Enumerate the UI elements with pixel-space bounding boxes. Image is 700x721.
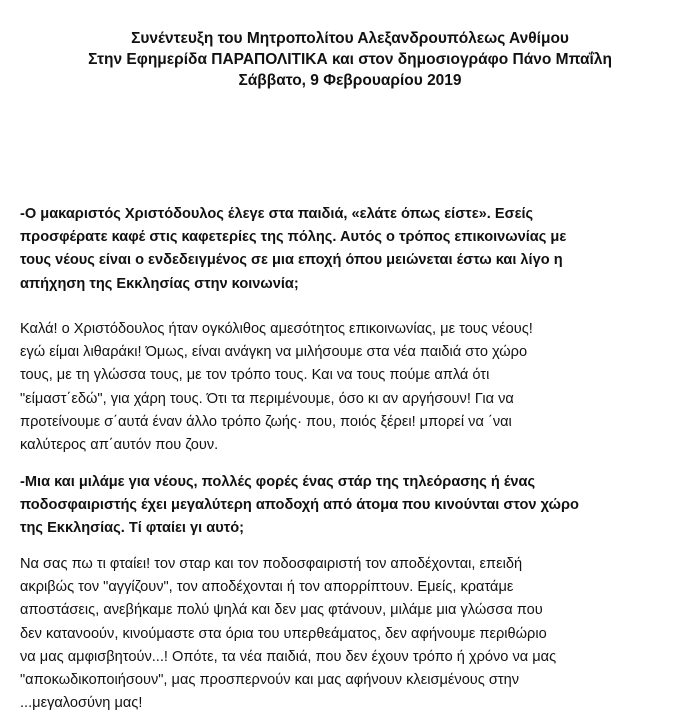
answer-2-line: ...μεγαλοσύνη μας! — [20, 695, 143, 712]
answer-1-line: προτείνουμε σ΄αυτά έναν άλλο τρόπο ζωής· που, ποιός ξέρει! μπορεί να ΄ναι — [20, 413, 512, 430]
answer-1 — [20, 318, 680, 457]
answer-2-line: ακριβώς τον "αγγίζουν", τον αποδέχονται ή τον απορρίπτουν. Εμείς, κρατάμε — [20, 579, 514, 596]
answer-2-line: να μας αμφισβητούν...! Οπότε, τα νέα παιδιά, που δεν έχουν τρόπο ή χρόνο να μας — [20, 648, 557, 665]
question-1-line: απήχηση της Εκκλησίας στην κοινωνία; — [20, 275, 299, 292]
header-newspaper-line: Στην Εφημερίδα ΠΑΡΑΠΟΛΙΤΙΚΑ και στον δημοσιογράφο Πάνο Μπαΐλη — [88, 51, 612, 68]
header-date-line: Σάββατο, 9 Φεβρουαρίου 2019 — [238, 72, 462, 89]
question-2-line: ποδοσφαιριστής έχει μεγαλύτερη αποδοχή από άτομα που κινούνται στον χώρο — [20, 497, 579, 514]
question-1-line: -Ο μακαριστός Χριστόδουλος έλεγε στα παιδιά, «ελάτε όπως είστε». Εσείς — [20, 206, 534, 222]
answer-2 — [20, 553, 680, 715]
question-1 — [20, 203, 680, 296]
answer-2-line: "αποκωδικοποιήσουν", μας προσπερνούν και μας αφήνουν κλεισμένους στην — [20, 672, 520, 689]
answer-1-line: καλύτερος απ΄αυτόν που ζουν. — [20, 437, 219, 454]
question-2-line: της Εκκλησίας. Τί φταίει γι αυτό; — [20, 520, 245, 537]
question-2-line: -Μια και μιλάμε για νέους, πολλές φορές ένας στάρ της τηλεόρασης ή ένας — [20, 474, 536, 490]
header-title-line: Συνέντευξη του Μητροπολίτου Αλεξανδρουπόλεως Ανθίμου — [131, 30, 569, 47]
answer-1-line: εγώ είμαι λιθαράκι! Όμως, είναι ανάγκη να μιλήσουμε στα νέα παιδιά στο χώρο — [20, 344, 528, 361]
question-2 — [20, 471, 680, 541]
answer-2-line: δεν κατανοούν, κινούμαστε στα όρια του υπερθεάματος, δεν αφήνουμε περιθώριο — [20, 625, 547, 642]
answer-1-line: Καλά! ο Χριστόδουλος ήταν ογκόλιθος αμεσότητος επικοινωνίας, με τους νέους! — [20, 321, 533, 337]
answer-2-line: Να σας πω τι φταίει! τον σταρ και τον ποδοσφαιριστή τον αποδέχονται, επειδή — [20, 556, 523, 572]
answer-1-line: τους, με τη γλώσσα τους, με τον τρόπο τους. Και να τους πούμε απλά ότι — [20, 367, 490, 384]
document-header — [0, 28, 700, 91]
answer-1-line: "είμαστ΄εδώ", για χάρη τους. Ότι τα περιμένουμε, όσο κι αν αργήσουν! Για να — [20, 390, 514, 407]
question-1-line: τους νέους είναι ο ενδεδειγμένος σε μια εποχή όπου μειώνεται έστω και λίγο η — [20, 252, 563, 269]
question-1-line: προσφέρατε καφέ στις καφετερίες της πόλης. Αυτός ο τρόπος επικοινωνίας με — [20, 229, 567, 246]
answer-2-line: αποστάσεις, ανεβήκαμε πολύ ψηλά και δεν μας φτάνουν, μιλάμε μια γλώσσα που — [20, 602, 543, 619]
